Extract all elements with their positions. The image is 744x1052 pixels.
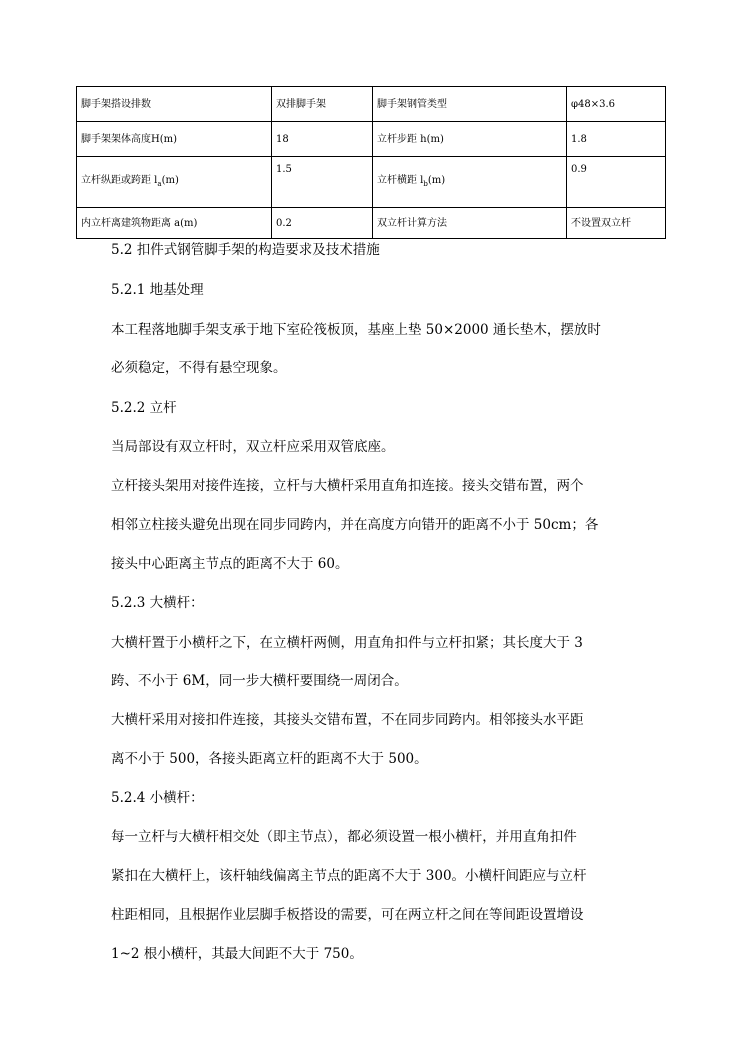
table-row [77,208,666,239]
table-cell: 不设置双立杆 [567,208,666,239]
table-row [77,122,666,157]
paragraph-line: 大横杆采用对接扣件连接，其接头交错布置，不在同步同跨内。相邻接头水平距 [111,712,584,728]
paragraph-line: 1~2 根小横杆，其最大间距不大于 750。 [111,946,363,962]
table-cell: φ48×3.6 [567,87,666,122]
paragraph-line: 相邻立柱接头避免出现在同步同跨内，并在高度方向错开的距离不小于 50cm；各 [111,517,599,533]
parameter-table [76,86,666,239]
subsection-heading: 5.2.1 地基处理 [111,282,204,298]
table-row [77,87,666,122]
table-row [77,157,666,208]
cell-text: 立杆纵距或跨距 l [81,174,158,186]
table-cell: 脚手架钢管类型 [373,87,567,122]
unit-text: (m) [161,174,179,186]
paragraph-line: 跨、不小于 6M，同一步大横杆要围绕一周闭合。 [111,673,408,689]
paragraph-line: 当局部设有双立杆时，双立杆应采用双管底座。 [111,439,395,455]
subsection-heading: 5.2.2 立杆 [111,400,177,416]
table-cell: 1.5 [272,157,373,208]
paragraph-line: 柱距相同，且根据作业层脚手板搭设的需要，可在两立杆之间在等间距设置增设 [111,907,584,923]
section-heading: 5.2 扣件式钢管脚手架的构造要求及技术措施 [111,242,380,258]
paragraph-line: 必须稳定，不得有悬空现象。 [111,360,287,376]
unit-text: (m) [427,174,446,186]
paragraph-line: 每一立杆与大横杆相交处（即主节点），都必须设置一根小横杆，并用直角扣件 [111,829,577,845]
cell-text: 立杆横距 l [377,174,424,186]
table-cell: 脚手架架体高度H(m) [77,122,272,157]
table-cell: 双立杆计算方法 [373,208,567,239]
subscript: a [157,179,162,188]
table-cell: 脚手架搭设排数 [77,87,272,122]
paragraph-line: 接头中心距离主节点的距离不大于 60。 [111,556,349,572]
table-cell: 0.9 [567,157,666,208]
paragraph-line: 紧扣在大横杆上，该杆轴线偏离主节点的距离不大于 300。小横杆间距应与立杆 [111,868,587,884]
table-cell [373,157,567,208]
paragraph-line: 离不小于 500，各接头距离立杆的距离不大于 500。 [111,751,428,767]
table-cell: 0.2 [272,208,373,239]
subsection-heading: 5.2.3 大横杆： [111,595,204,611]
table-cell: 双排脚手架 [272,87,373,122]
subscript: b [423,179,428,188]
table-cell: 1.8 [567,122,666,157]
paragraph-line: 大横杆置于小横杆之下，在立横杆两侧，用直角扣件与立杆扣紧；其长度大于 3 [111,635,583,651]
table-cell [77,157,272,208]
table-cell: 内立杆离建筑物距离 a(m) [77,208,272,239]
table-cell: 立杆步距 h(m) [373,122,567,157]
subsection-heading: 5.2.4 小横杆： [111,790,204,806]
table-cell: 18 [272,122,373,157]
paragraph-line: 本工程落地脚手架支承于地下室砼筏板顶，基座上垫 50×2000 通长垫木，摆放时 [111,322,601,338]
paragraph-line: 立杆接头架用对接件连接，立杆与大横杆采用直角扣连接。接头交错布置，两个 [111,478,584,494]
